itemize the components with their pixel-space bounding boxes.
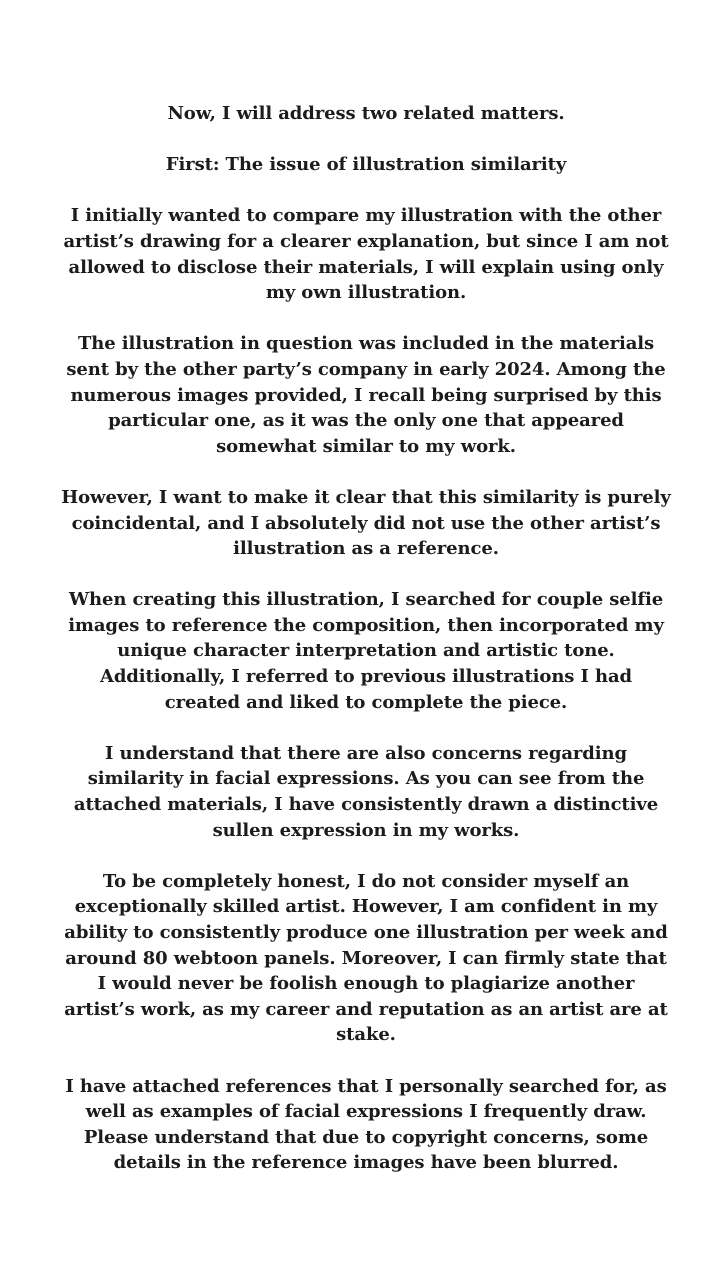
statement-text — [60, 101, 672, 1176]
paragraph-expressions: I understand that there are also concerns regarding similarity in facial expressions. As you can see from the attached materials, I have consistently drawn a distinctive sullen expression in my works. — [73, 742, 659, 841]
paragraph-process: When creating this illustration, I searched for couple selfie images to reference the composition, then incorporated my unique character interpretation and artistic tone. Additionally, I referred to previous illustrations I had created and liked to complete the piece. — [68, 589, 664, 713]
paragraph-comparison: I initially wanted to compare my illustration with the other artist’s drawing for a clearer explanation, but since I am not allowed to disclose their materials, I will explain using only my own illustration. — [63, 205, 669, 304]
paragraph-honesty: To be completely honest, I do not consider myself an exceptionally skilled artist. However, I am confident in my ability to consistently produce one illustration per week and around 80 webtoon panels. Moreover, I can firmly state that I would never be foolish enough to plagiarize another artist’s work, as my career and reputation as an artist are at stake. — [64, 870, 668, 1046]
paragraph-references: I have attached references that I personally searched for, as well as examples of facial expressions I frequently draw. Please understand that due to copyright concerns, some details in the reference images have been blurred. — [65, 1075, 667, 1174]
intro-line: Now, I will address two related matters. — [167, 103, 565, 124]
paragraph-coincidence: However, I want to make it clear that this similarity is purely coincidental, and I absolutely did not use the other artist’s illustration as a reference. — [61, 486, 671, 560]
paragraph-materials: The illustration in question was included in the materials sent by the other party’s company in early 2024. Among the numerous images provided, I recall being surprised by this particular one, as it was the only one that appeared somewhat similar to my work. — [66, 333, 666, 457]
section-heading: First: The issue of illustration similarity — [165, 154, 567, 176]
